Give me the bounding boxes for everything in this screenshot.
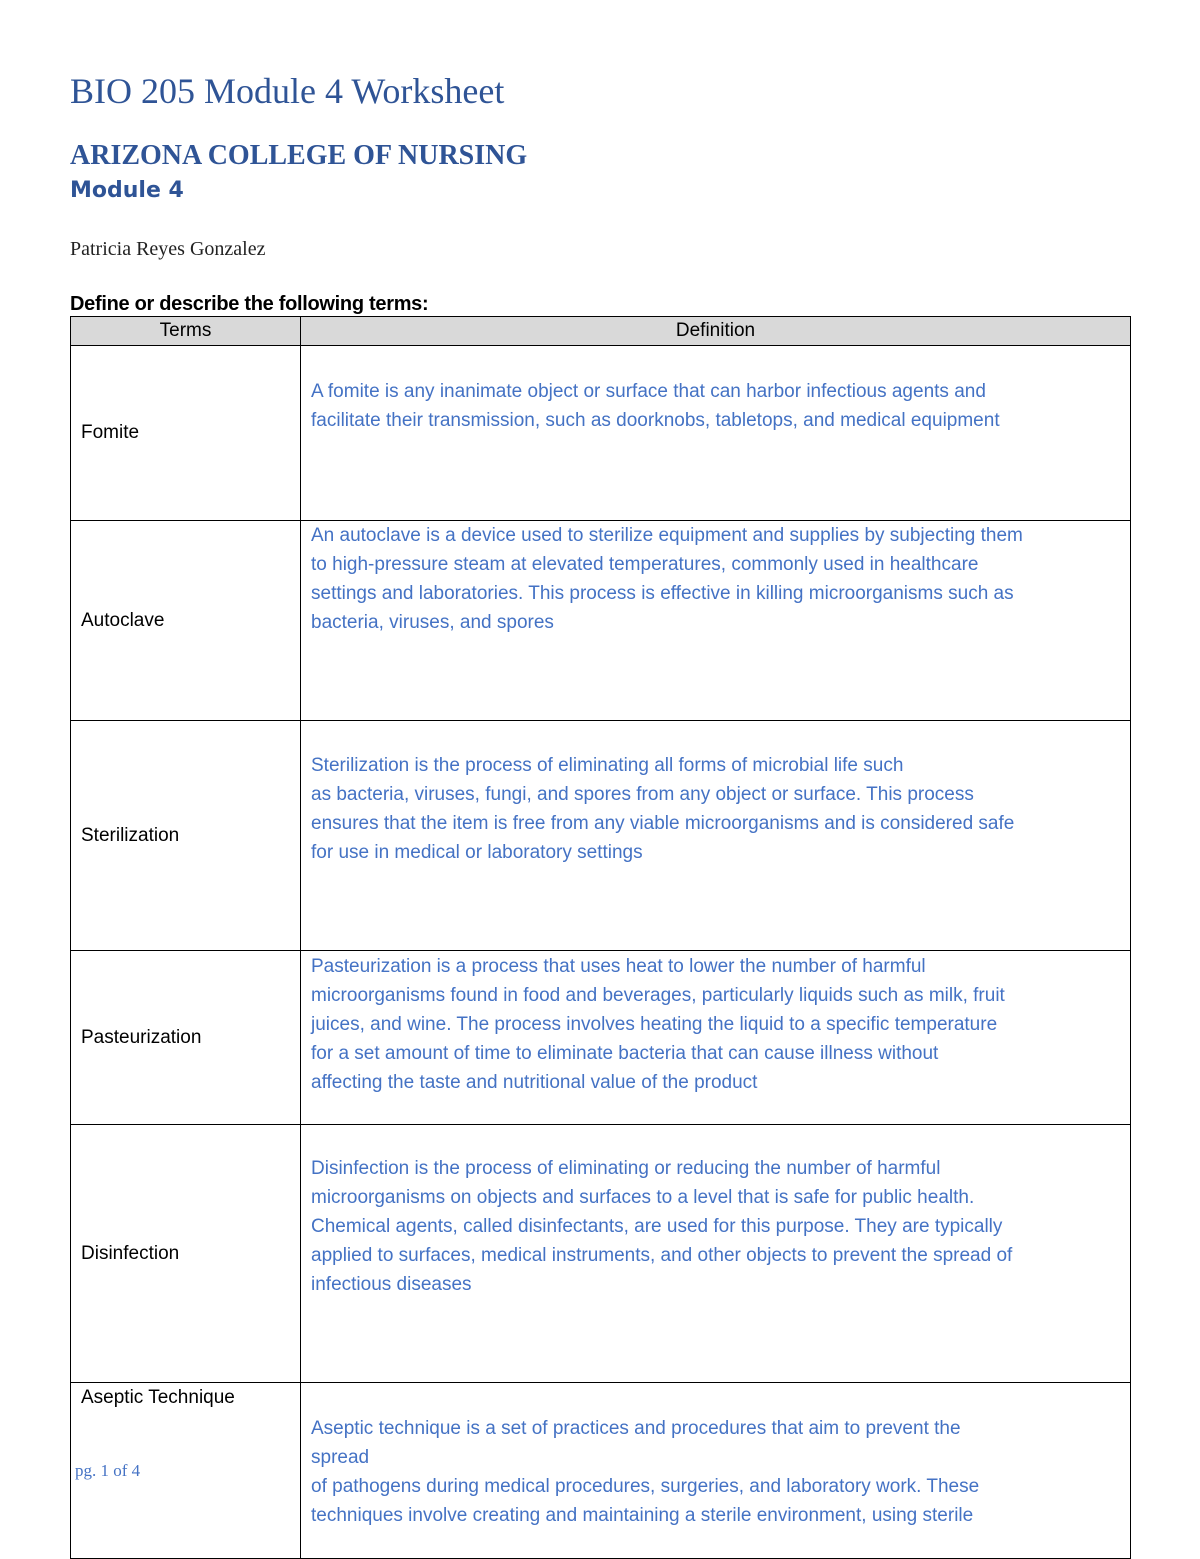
document-title: BIO 205 Module 4 Worksheet bbox=[70, 71, 505, 111]
definition-cell bbox=[301, 521, 1131, 721]
terms-column-header: Terms bbox=[71, 317, 301, 346]
definition-text: Disinfection is the process of eliminating or reducing the number of harmful microorganisms on objects and surfaces to a level that is safe for public health. Chemical agents, called disinfectants, are used for this purpose. They are typically applied to surfaces, medical instruments, and other objects to prevent the spread of infectious diseases bbox=[311, 1158, 1013, 1295]
definition-text: Sterilization is the process of eliminating all forms of microbial life such as bacteria, viruses, fungi, and spores from any object or surface. This process ensures that the item is free from any viable microorganisms and is considered safe for use in medical or laboratory settings bbox=[311, 755, 1015, 863]
definition-cell bbox=[301, 951, 1131, 1125]
term-cell: Sterilization bbox=[71, 721, 301, 951]
definition-text: A fomite is any inanimate object or surface that can harbor infectious agents and facilitate their transmission, such as doorknobs, tabletops, and medical equipment bbox=[311, 381, 1000, 431]
definition-column-header: Definition bbox=[301, 317, 1131, 346]
definition-cell bbox=[301, 346, 1131, 521]
term-cell: Fomite bbox=[71, 346, 301, 521]
table-row bbox=[71, 1383, 1131, 1559]
table-row bbox=[71, 721, 1131, 951]
term-cell: Pasteurization bbox=[71, 951, 301, 1125]
table-row bbox=[71, 346, 1131, 521]
definition-text: Pasteurization is a process that uses heat to lower the number of harmful microorganisms found in food and beverages, particularly liquids such as milk, fruit juices, and wine. The process involves heating the liquid to a specific temperature for a set amount of time to eliminate bacteria that can cause illness without affecting the taste and nutritional value of the product bbox=[311, 956, 1005, 1093]
table-row bbox=[71, 521, 1131, 721]
page-number-footer: pg. 1 of 4 bbox=[75, 1461, 141, 1480]
term-cell: Autoclave bbox=[71, 521, 301, 721]
term-cell: Disinfection bbox=[71, 1125, 301, 1383]
table-row bbox=[71, 951, 1131, 1125]
term-cell: Aseptic Technique bbox=[71, 1383, 301, 1559]
table-header-row bbox=[71, 317, 1131, 346]
definition-text: Aseptic technique is a set of practices and procedures that aim to prevent the spread of pathogens during medical procedures, surgeries, and laboratory work. These techniques involve creating and maintaining a sterile environment, using sterile bbox=[311, 1418, 980, 1526]
instructions-heading: Define or describe the following terms: bbox=[70, 293, 429, 315]
module-subheading: Module 4 bbox=[70, 178, 184, 203]
institution-heading: ARIZONA COLLEGE OF NURSING bbox=[70, 140, 528, 171]
definition-text: An autoclave is a device used to sterilize equipment and supplies by subjecting them to high-pressure steam at elevated temperatures, commonly used in healthcare settings and laboratories. This process is effective in killing microorganisms such as bacteria, viruses, and spores bbox=[311, 525, 1023, 633]
definition-cell bbox=[301, 721, 1131, 951]
author-name: Patricia Reyes Gonzalez bbox=[70, 238, 266, 260]
terms-table bbox=[70, 316, 1131, 1559]
table-row bbox=[71, 1125, 1131, 1383]
definition-cell bbox=[301, 1383, 1131, 1559]
definition-cell bbox=[301, 1125, 1131, 1383]
